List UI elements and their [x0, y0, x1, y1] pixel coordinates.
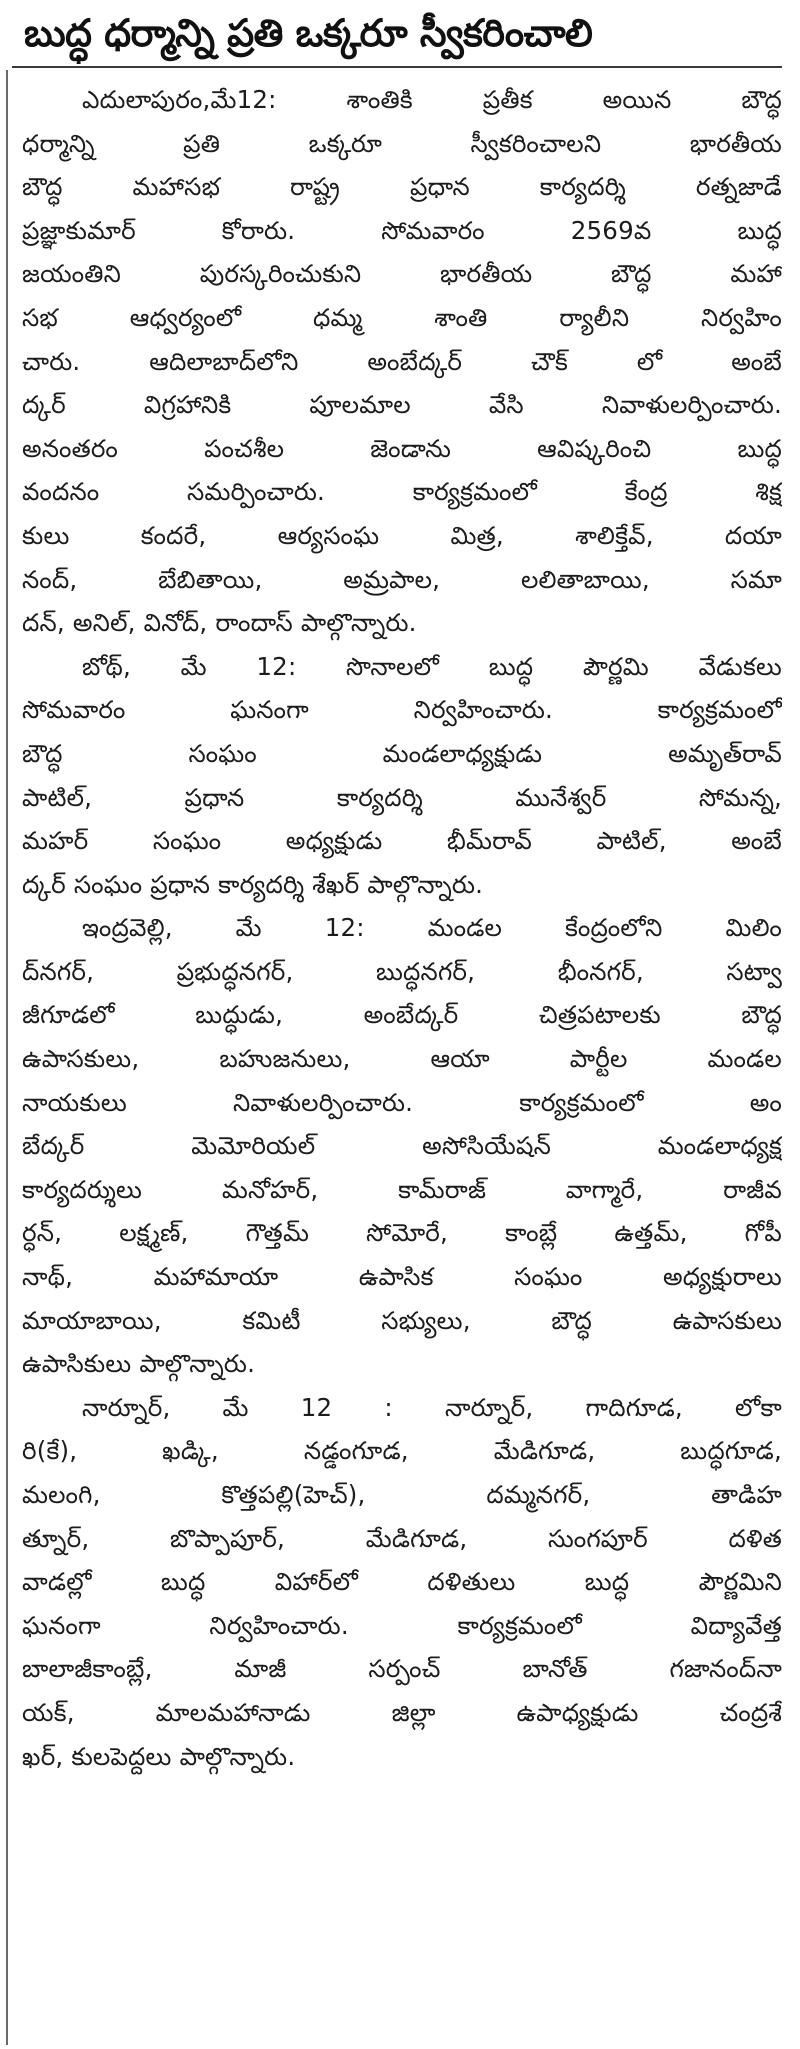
- text-line: కులు కందరే, ఆర్యసంఘ మిత్ర, శాలిక్తేవ్, దయా: [22, 520, 782, 550]
- text-line: యక్, మాలమహానాడు జిల్లా ఉపాధ్యక్షుడు చంద్రశే: [22, 1697, 782, 1727]
- text-line: ద్కర్ విగ్రహానికి పూలమాల వేసి నివాళులర్పించారు.: [22, 390, 782, 420]
- paragraph-both: [22, 645, 782, 907]
- text-line: కార్యదర్శులు మనోహర్, కామ్‌రాజ్ వాగ్మారే, రాజీవ: [22, 1174, 782, 1204]
- headline: బుద్ధ ధర్మాన్ని ప్రతి ఒక్కరూ స్వీకరించాలి: [24, 11, 593, 55]
- text-line: బోథ్, మే 12: సొనాలలో బుద్ధ పౌర్ణమి వేడుకలు: [82, 651, 782, 681]
- text-line: ఎదులాపురం,మే12: శాంతికి ప్రతీక అయిన బౌద్ధ: [82, 85, 782, 114]
- text-line: ఇంద్రవెల్లి, మే 12: మండల కేంద్రంలోని మిలిం: [82, 913, 782, 943]
- text-line: మహర్ సంఘం అధ్యక్షుడు భీమ్‌రావ్ పాటిల్, అంబే: [22, 826, 782, 856]
- text-line: ర్ధన్, లక్ష్మణ్, గౌత్తమ్ సోమోరే, కాంబ్లే ఉత్తమ్, గోపీ: [22, 1218, 782, 1248]
- text-line: ద్‌నగర్, ప్రభుద్ధనగర్, బుద్ధనగర్, భీంనగర్, సట్వా: [22, 956, 782, 986]
- text-line: మాయాబాయి, కమిటీ సభ్యులు, బౌద్ధ ఉపాసకులు: [22, 1305, 782, 1335]
- text-line: బాలాజీకాంబ్లే, మాజీ సర్పంచ్ బానోత్ గజానంద్‌నా: [22, 1654, 782, 1684]
- text-line: సోమవారం ఘనంగా నిర్వహించారు. కార్యక్రమంలో: [22, 695, 782, 725]
- text-line: పాటిల్, ప్రధాన కార్యదర్శి మునేశ్వర్ సోమన్న,: [22, 782, 782, 812]
- text-line: దన్, అనిల్, వినోద్, రాందాస్ పాల్గొన్నారు.: [22, 608, 417, 638]
- text-line: చారు. ఆదిలాబాద్‌లోని అంబేద్కర్ చౌక్ లో అంబే: [22, 346, 782, 376]
- text-line: బౌద్ధ సంఘం మండలాధ్యక్షుడు అమృత్‌రావ్: [22, 738, 782, 768]
- text-line: మలంగి, కొత్తపల్లి(హెచ్), దమ్మనగర్, తాడిహ: [22, 1480, 782, 1509]
- text-line: ఉపాసకులు, బహుజనులు, ఆయా పార్టీల మండల: [22, 1044, 782, 1074]
- text-line: వందనం సమర్పించారు. కార్యక్రమంలో కేంద్ర శిక్ష: [22, 477, 782, 507]
- text-line: జయంతిని పురస్కరించుకుని భారతీయ బౌద్ధ మహా: [22, 259, 782, 289]
- text-line: ధర్మాన్ని ప్రతి ఒక్కరూ స్వీకరించాలని భారతీయ: [22, 128, 782, 158]
- text-line: బేద్కర్ మెమోరియల్ అసోసియేషన్ మండలాధ్యక్ష: [22, 1131, 782, 1161]
- text-line: నంద్, బేబితాయి, అమ్రపాల, లలితాబాయి, సమా: [22, 564, 782, 594]
- text-line: ఖర్, కులపెద్దలు పాల్గొన్నారు.: [22, 1741, 296, 1771]
- text-line: రి(కే), ఖడ్కి, నడ్డంగూడ, మేడిగూడ, బుద్ధగూడ,: [22, 1436, 782, 1466]
- text-line: ద్కర్ సంఘం ప్రధాన కార్యదర్శి శేఖర్ పాల్గొన్నారు.: [22, 869, 484, 899]
- text-line: ప్రజ్ఞాకుమార్ కోరారు. సోమవారం 2569వ బుద్ధ: [22, 215, 782, 245]
- text-line: ఉపాసికులు పాల్గొన్నారు.: [22, 1349, 256, 1379]
- article-body: [22, 78, 782, 2038]
- paragraph-edulapuram: [22, 78, 782, 645]
- text-line: అనంతరం పంచశీల జెండాను ఆవిష్కరించి బుద్ధ: [22, 433, 782, 463]
- text-line: త్నూర్, బొప్పాపూర్, మేడిగూడ, సుంగపూర్ దళిత: [22, 1523, 782, 1553]
- paragraph-narnoor: [22, 1386, 782, 1778]
- headline-divider: [12, 66, 782, 68]
- text-line: నార్నూర్, మే 12 : నార్నూర్, గాదిగూడ, లోకా: [82, 1392, 782, 1422]
- text-line: బౌద్ధ మహాసభ రాష్ట్ర ప్రధాన కార్యదర్శి రత్నజాడే: [22, 172, 782, 202]
- text-line: నాయకులు నివాళులర్పించారు. కార్యక్రమంలో అం: [22, 1087, 782, 1117]
- text-line: సభ ఆధ్వర్యంలో ధమ్మ శాంతి ర్యాలీని నిర్వహిం: [22, 302, 782, 332]
- text-line: వాడల్లో బుద్ధ విహార్‌లో దళితులు బుద్ధ పౌర్ణమిని: [22, 1567, 782, 1597]
- text-line: ఘనంగా నిర్వహించారు. కార్యక్రమంలో విద్యావేత్త: [22, 1610, 782, 1640]
- text-line: నాథ్, మహామాయా ఉపాసిక సంఘం అధ్యక్షురాలు: [22, 1262, 782, 1292]
- text-line: జీగూడలో బుద్ధుడు, అంబేద్కర్ చిత్రపటాలకు బౌద్ధ: [22, 1000, 782, 1030]
- paragraph-indravelli: [22, 906, 782, 1386]
- column-rule: [6, 70, 8, 2045]
